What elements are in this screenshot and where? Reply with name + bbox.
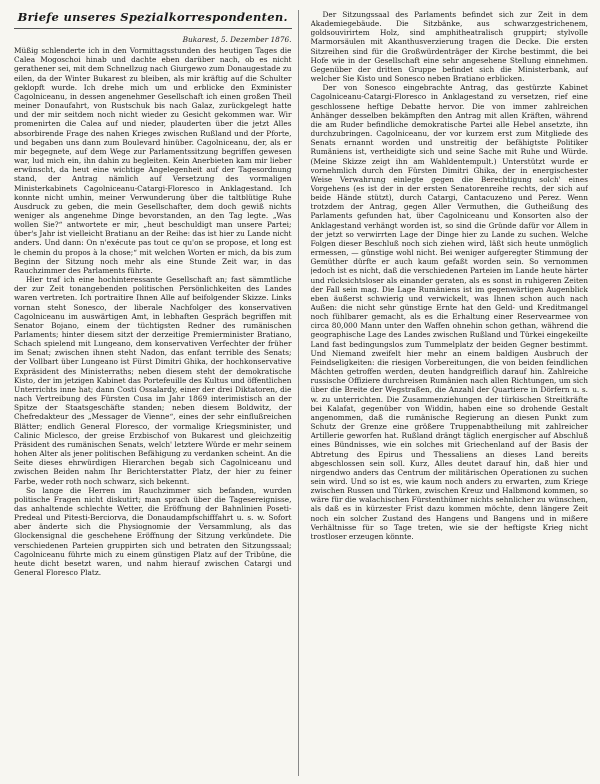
paragraph: Müßig schlenderte ich in den Vormittagsstunden des heutigen Tages die Calea Mogoschoi hinab und dachte eben darüber nach, ob es nicht gerathener sei, mit dem Schnellzug nach Giurgewo zum Donaugestade zu eilen, da der Winter Bukarest zu bleiben, als mir kräftig auf die Schulter geklopft wurde. Ich drehe mich um und erblicke den Exminister Cagolniceanu, in dessen angenehmer Gesellschaft ich einen großen Theil meiner Donaufahrt, von Rustschuk bis nach Galaz, zurückgelegt hatte und der mir seitdem noch nicht wieder zu Gesicht gekommen war. Wir promenirten die Calea auf und nieder, plauderten über die jetzt Alles absorbirende Frage des nahen Krieges zwischen Rußland und der Pforte, und begaben uns dann zum Boulevard hinüber. Cagolniceanu, der, als er mir begegnete, auf dem Wege zur Parlamentssitzung begriffen gewesen war, lud mich ein, ihn dahin zu begleiten. Kein Anerbieten kam mir lieber erwünscht, da heut eine wichtige Angelegenheit auf der Tagesordnung stand, der Antrag nämlich auf Versetzung des vormaligen Ministerkabinets Cagolniceanu-Catargi-Floresco in Anklagestand. Ich konnte nicht umhin, meiner Verwunderung über die taltblütige Ruhe Ausdruck zu geben, die mein Gesellschafter, dem doch gewiß nichts weniger als angenehme Dinge bevorstanden, an den Tag legte. „Was wollen Sie?“ antwortete er mir, „heut beschuldigt man unsere Partei; über's Jahr ist vielleicht Bratianu an der Reihe: das ist hier zu Lande nicht anders. Und dann: On n'exécute pas tout ce qu'on se propose, et long est le chemin du propos à la chose;“ mit welchen Worten er mich, da bis zum Beginn der Sitzung noch mehr als eine Stunde Zeit war, in das Rauchzimmer des Parlaments führte. [14,46,292,275]
paragraph: Der von Sonesco eingebrachte Antrag, das gestürzte Kabinet Cagolniceanu-Catargi-Floresco in Anklagestand zu versetzen, rief eine geschlossene heftige Debatte hervor. Die von immer zahlreichen Anhänger desselben bekämpften den Antrag mit allen Kräften, während die am Ruder befindliche demokratische Partei alle Hebel ansetzte, ihn durchzubringen. Cagolniceanu, der vor kurzem erst zum Mitgliede des Senats ernannt worden und unstreitig der befähigtste Politiker Rumäniens ist, vertheidigte sich und seine Sache mit Ruhe und Würde. (Meine Skizze zeigt ihn am Wahldentempult.) Unterstützt wurde er vornehmlich durch den Fürsten Dimitri Ghika, der in energischester Weise Verwahrung einlegte gegen die Berechtigung solch' eines Vorgehens (es ist der in der ersten Senatorenreihe rechts, der sich auf beide Hände stützt), durch Catargi, Cantacuzeno und Perez. Wenn trotzdem der Antrag, gegen Aller Vermuthen, die Gutheißung des Parlaments gefunden hat, über Cagolniceanu und Konsorten also der Anklagestand verhängt worden ist, so sind die Gründe dafür vor Allem in der jetzt so verwirrten Lage der Dinge hier zu Lande zu suchen. Welche Folgen dieser Beschluß noch sich ziehen wird, läßt sich heute unmöglich ermessen, — günstige wohl nicht. Bei weniger aufgeregter Stimmung der Gemüther dürfte er auch kaum gefaßt worden sein. So vernommen jedoch ist es nicht, daß die verschiedenen Parteien im Lande heute härter und rücksichtsloser als einander geraten, als es sonst in ruhigeren Zeiten der Fall sein mag. Die Lage Rumäniens ist im gegenwärtigen Augenblick eben äußerst schwierig und verwickelt, was Ihnen schon auch nach Außen: die nicht sehr günstige Ernte hat den Geld- und Kreditmangel noch fühlbarer gemacht, als es die Erhaltung einer Reservearmee von circa 80,000 Mann unter den Waffen ohnehin schon gethan, während die geographische Lage des Landes zwischen Rußland und Türkei eingekeilte Land fast bedingungslos zum Tummelplatz der beiden Gegner bestimmt. Und Niemand zweifelt hier mehr an einem baldigen Ausbruch der Feindseligkeiten: die riesigen Vorbereitungen, die von beiden feindlichen Mächten getroffen werden, deuten handgreiflich darauf hin. Zahlreiche russische Offiziere durchreisen Rumänien nach allen Richtungen, um sich über die Breite der Wegstraßen, die Anzahl der Quartiere in Dörfern u. s. w. zu unterrichten. Die Zusammenziehungen der türkischen Streitkräfte bei Kalafat, gegenüber von Widdin, haben eine so drohende Gestalt angenommen, daß die rumänische Regierung an diesen Punkt zum Schutz der Grenze eine größere Truppenabtheilung mit zahlreicher Artillerie geworfen hat. Rußland drängt täglich energischer auf Abschluß eines Bündnisses, wie ein solches mit Griechenland auf der Basis der Abtretung des Epirus und Thessaliens an dieses Land bereits abgeschlossen sein soll. Kurz, Alles deutet darauf hin, daß hier und nirgendwo anders das Centrum der militärischen Operationen zu suchen sein wird. Und so ist es, wie kaum noch anders zu erwarten, zum Kriege zwischen Russen und Türken, zwischen Kreuz und Halbmond kommen, so wäre für die walachischen Fürstenthümer nichts sehnlicher zu wünschen, als daß es in kürzester Frist dazu kommen möchte, denn längere Zeit noch ein solcher Zustand des Hangens und Bangens und in mißere Verhältnisse für so Tage treten, wie sie der heftigste Krieg nicht trostloser erzeugen könnte. [310,83,588,541]
dateline: Bukarest, 5. Dezember 1876. [182,35,292,44]
text-columns [14,10,588,776]
paragraph: Der Sitzungssaal des Parlaments befindet sich zur Zeit in dem Akademiegebäude. Die Sitzbänke, aus schwarzgestrichenem, goldsouvirirtem Holz, sind amphitheatralisch gruppirt; stylvolle Marmorsäulen mit Akanthusverzierung tragen die Decke. Die ersten Sitzreihen sind für die Großwürdenträger der Kirche bestimmt, die bei Hofe wie in der Gesellschaft eine sehr angesehene Stellung einnehmen. Gegenüber der dritten Gruppe befindet sich die Ministerbank, auf welcher Sie Kisto und Sonesco neben Bratiano erblicken. [310,10,588,84]
right-column [311,10,589,776]
article-heading: Briefe unseres Spezialkorrespondenten. [17,10,288,24]
heading-rule [14,28,292,29]
left-column [14,10,299,776]
paragraph: So lange die Herren im Rauchzimmer sich befanden, wurden politische Fragen nicht diskutirt; man sprach über die Tagesereignisse, das anhaltende schlechte Wetter, die Eröffnung der Bahnlinien Poseti-Predeal und Pitesti-Berciorva, die Donaudampfschifffahrt u. s. w. Sofort aber änderte sich die Physiognomie der Versammlung, als das Glockensignal die geschehene Eröffnung der Sitzung verkündete. Die verschiedenen Parteien gruppirten sich und betraten den Sitzungssaal; Cagolniceanu führte mich zu einem günstigen Platz auf der Tribüne, die heute dicht besetzt waren, und nahm hierauf zwischen Catargi und General Floresco Platz. [14,485,292,578]
paragraph: Hier traf ich eine hochinteressante Gesellschaft an; fast sämmtliche der zur Zeit tonangebenden politischen Persönlichkeiten des Landes waren vertreten. Ich portraitire Ihnen Alle auf beifolgender Skizze. Links vornan steht Sonesco, der liberale Nachfolger des konservativen Cagolniceanu im auswärtigen Amt, in lebhaften Gespräch begriffen mit Senator Bojano, einem der tüchtigsten Redner des rumänischen Parlaments; hinter diesem sitzt der derzeitige Premierminister Bratiano, Schach spielend mit Lungeano, dem konservativen Verfechter der früher im Senat; zwischen ihnen steht Nadon, das enfant terrible des Senats; der Vollbart über Lungeano ist Fürst Dimitri Ghika, der hochkonservative Expräsident des Ministerraths; neben diesem steht der demokratische Kisto, der im jetzigen Kabinet das Portefeuille des Kultus und öffentlichen Unterrichts inne hat; dann Costi Ossalardy, einer der drei Diktatoren, die nach Vertreibung des Fürsten Cusa im Jahr 1869 interimistisch an der Spitze der Staatsgeschäfte standen; neben diesem Boldwitz, der Chefredakteur des „Messager de Vienne“, eines der sehr einflußreichen Blätter; endlich General Floresco, der vormalige Kriegsminister, und Calinic Miclesco, der greise Erzbischof von Bukarest und gleichzeitig Präsident des rumänischen Senats, welch' letztere Würde er mehr seinem hohen Alter als jener politischen Befähigung zu verdanken scheint. An die Seite dieses ehrwürdigen Hierarchen begab sich Cagolniceanu und zwischen Beiden nahm Ihr Berichterstatter Platz, der hier zu feiner Farbe, weder roth noch schwarz, sich bekennt. [14,275,292,486]
